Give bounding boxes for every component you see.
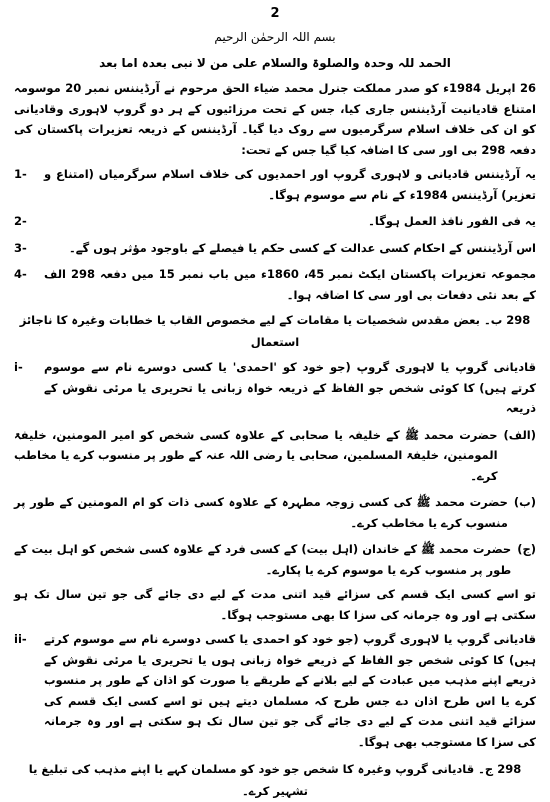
hamd-line: الحمد للہ وحدہ والصلوۃ والسلام علی من لا نبی بعدہ اما بعد	[99, 56, 451, 70]
clause-text: قادیانی گروپ یا لاہوری گروپ (جو خود کو 'احمدی' یا کسی دوسرے نام سے موسوم کرتے ہیں) کا کوئی شخص جو الفاظ کے ذریعہ خواہ زبانی یا تحریری یا مرئی نقوش کے ذریعہ	[44, 360, 536, 415]
intro-paragraph: 26 اپریل 1984ء کو صدر مملکت جنرل محمد ضیاء الحق مرحوم نے آرڈیننس نمبر 20 موسومہ امتناع قادیانیت آرڈیننس جاری کیا، جس کے تحت مرزائیوں کے ہر دو گروپ لاہوری وقادیانی کو ان کی خلاف اسلام سرگرمیوں سے روک دیا گیا۔ آرڈیننس کے ذریعہ تعزیرات پاکستان کی دفعہ 298 بی اور سی کا اضافہ کیا گیا جس کے تحت:	[14, 81, 536, 157]
subclause-jeem	[14, 539, 536, 580]
list-item-text: یہ آرڈیننس قادیانی و لاہوری گروپ اور احمدیوں کی خلاف اسلام سرگرمیاں (امتناع و تعزیر) آرڈیننس 1984ء کے نام سے موسوم ہوگا۔	[44, 167, 536, 202]
list-item-text: مجموعہ تعزیرات پاکستان ایکٹ نمبر 45، 1860ء میں باب نمبر 15 میں دفعہ 298 الف کے بعد نئی دفعات بی اور سی کا اضافہ ہوا۔	[44, 267, 536, 302]
list-item-2	[14, 211, 536, 232]
list-item-text: اس آرڈیننس کے احکام کسی عدالت کے کسی حکم یا فیصلے کے باوجود مؤثر ہوں گے۔	[69, 240, 536, 255]
section-298c-heading: 298 ج۔ قادیانی گروپ وغیرہ کا شخص جو خود کو مسلمان کہے یا اپنے مذہب کی تبلیغ یا تشہیر کرے۔	[28, 762, 522, 798]
list-item-4	[14, 264, 536, 305]
clause-number: ii-	[14, 632, 27, 646]
list-item-number: 4-	[14, 267, 27, 281]
list-item-number: 2-	[14, 214, 27, 228]
page-number: 2	[270, 6, 280, 21]
subclause-text: حضرت محمد ﷺ کی کسی زوجہ مطہرہ کے علاوہ کسی ذات کو ام المومنین کے طور پر منسوب کرے یا مخاطب کرے۔	[14, 495, 508, 530]
list-item-text: یہ فی الفور نافذ العمل ہوگا۔	[368, 214, 536, 228]
penalty-paragraph: تو اسے کسی ایک قسم کی سزائے قید اتنی مدت کے لیے دی جائے گی جو تین سال تک ہو سکتی ہے اور وہ جرمانہ کی سزا کا بھی مستوجب ہوگا۔	[14, 587, 536, 622]
subclause-label: (الف)	[503, 427, 536, 442]
list-item-3	[14, 238, 536, 259]
list-item-1	[14, 164, 536, 205]
list-item-number: 1-	[14, 167, 27, 181]
clause-number: i-	[14, 360, 23, 374]
section-298b-heading: 298 ب۔ بعض مقدس شخصیات یا مقامات کے لیے مخصوص القاب یا خطابات وغیرہ کا ناجائز استعمال	[19, 313, 531, 349]
subclause-bay	[14, 492, 536, 533]
clause-text: قادیانی گروپ یا لاہوری گروپ (جو خود کو احمدی یا کسی دوسرے نام سے موسوم کرتے ہیں) کا کوئی شخص جو الفاظ کے ذریعے خواہ زبانی ہوں یا تحریری یا مرئی نقوش کے ذریعے اپنے مذہب میں عبادت کے لیے بلانے کے طریقے یا صورت کو اذان کے طور پر منسوب کرے یا اس طرح اذان دے جس طرح کہ مسلمان دیتے ہیں تو اسے کسی ایک قسم کی سزائے قید اتنی مدت کے لیے دی جائے گی جو تین سال تک ہو سکتی ہے اور وہ جرمانہ کی سزا کا مستوجب بھی ہوگا۔	[44, 632, 536, 749]
basmala-line: بسم اللہ الرحمٰن الرحیم	[214, 30, 336, 44]
clause-i	[14, 357, 536, 419]
subclause-alif	[14, 425, 536, 487]
subclause-label: (ج)	[517, 542, 536, 556]
subclause-text: حضرت محمد ﷺ کے خاندان (اہل بیت) کے کسی فرد کے علاوہ کسی شخص کو اہل بیت کے طور پر منسوب کرے یا موسوم کرے یا پکارے۔	[14, 542, 512, 577]
list-item-number: 3-	[14, 240, 27, 255]
clause-ii	[14, 629, 536, 752]
subclause-text: حضرت محمد ﷺ کے خلیفہ یا صحابی کے علاوہ کسی شخص کو امیر المومنین، خلیفۃ المومنین، خلیفۃ المسلمین، صحابی یا رضی اللہ عنہ کے طور پر منسوب کرے یا مخاطب کرے۔	[14, 427, 498, 483]
subclause-label: (ب)	[513, 495, 536, 509]
